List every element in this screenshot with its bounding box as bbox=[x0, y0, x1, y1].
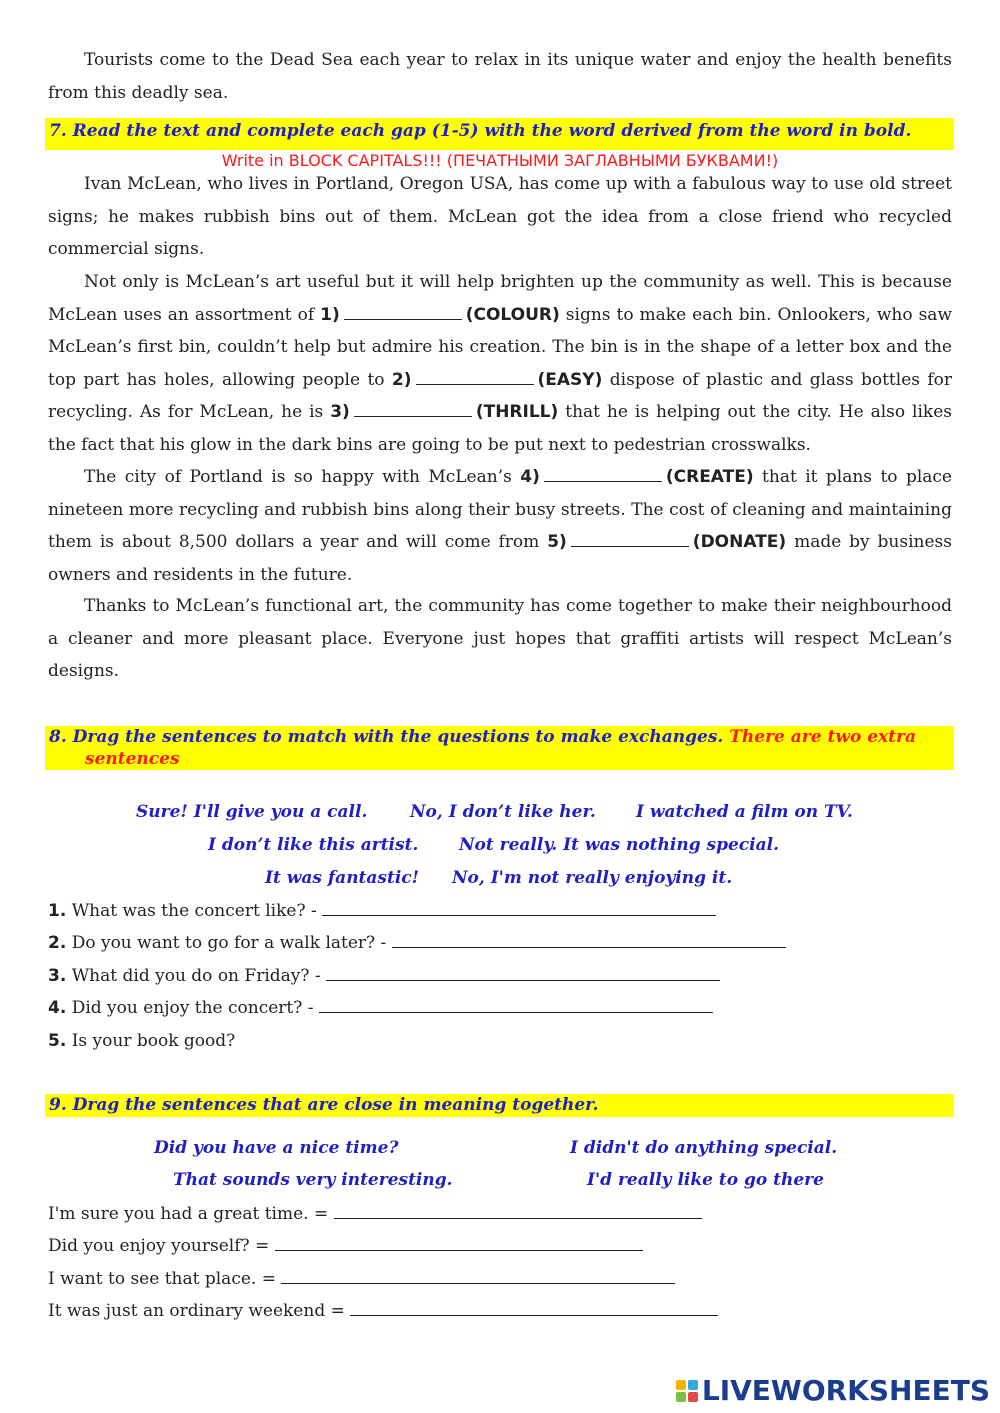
task9-option-3[interactable]: That sounds very interesting. bbox=[173, 1170, 453, 1190]
task8-option-6[interactable]: It was fantastic! bbox=[265, 868, 420, 888]
task7-subtitle: Write in BLOCK CAPITALS!!! (ПЕЧАТНЫМИ ЗАГЛАВНЫМИ БУКВАМИ!) bbox=[221, 151, 779, 170]
p2-text-a: Not only is McLean’s art useful but it will help brighten up the community as well. This is because McLean uses an assortment of bbox=[48, 272, 952, 325]
task8-title-warning: There are two extra bbox=[729, 727, 916, 747]
task7-title bbox=[45, 118, 954, 150]
task7-paragraph-3 bbox=[48, 461, 952, 591]
task8-question-4 bbox=[48, 997, 713, 1019]
task7-paragraph-2 bbox=[48, 266, 952, 461]
task8-question-5 bbox=[48, 1030, 235, 1052]
task7-paragraph-4: Thanks to McLean’s functional art, the community has come together to make their neighbourhood a cleaner and more pleasant place. Everyone just hopes that graffiti artists will respect McLean’s designs. bbox=[48, 596, 952, 681]
question-text: Do you want to go for a walk later? - bbox=[71, 933, 387, 953]
task8-option-7[interactable]: No, I'm not really enjoying it. bbox=[452, 868, 733, 888]
gap-5-input[interactable] bbox=[571, 532, 689, 547]
task8-title-text: 8. Drag the sentences to match with the questions to make exchanges. bbox=[49, 727, 724, 747]
task8-option-3[interactable]: I watched a film on TV. bbox=[636, 802, 853, 822]
p2-text-c: dispose of plastic and glass bottles for recycling. As for McLean, he is bbox=[48, 369, 953, 422]
task9-line-4 bbox=[48, 1300, 718, 1322]
answer-drop-zone[interactable] bbox=[326, 965, 720, 981]
intro-paragraph: Tourists come to the Dead Sea each year to relax in its unique water and enjoy the health benefits from this deadly sea. bbox=[48, 50, 952, 103]
question-number: 5. bbox=[48, 1031, 67, 1051]
gap-2-number: 2) bbox=[391, 369, 412, 390]
question-number: 2. bbox=[48, 933, 67, 953]
answer-drop-zone[interactable] bbox=[275, 1235, 643, 1251]
task8-option-4[interactable]: I don’t like this artist. bbox=[208, 835, 419, 855]
gap-4-number: 4) bbox=[520, 467, 540, 487]
task8-option-5[interactable]: Not really. It was nothing special. bbox=[459, 835, 779, 855]
answer-drop-zone[interactable] bbox=[334, 1203, 702, 1219]
task9-option-1[interactable]: Did you have a nice time? bbox=[154, 1138, 399, 1158]
task8-title-warning-cont: sentences bbox=[85, 749, 180, 769]
answer-drop-zone[interactable] bbox=[322, 900, 716, 916]
task7-paragraph-1: Ivan McLean, who lives in Portland, Oregon USA, has come up with a fabulous way to use old street signs; he makes rubbish bins out of them. McLean got the idea from a close friend who recycled commercial signs. bbox=[48, 174, 952, 259]
task8-question-2 bbox=[48, 932, 786, 954]
p3-text-a: The city of Portland is so happy with McLean’s bbox=[84, 467, 512, 487]
question-text: What did you do on Friday? - bbox=[71, 966, 321, 986]
answer-drop-zone[interactable] bbox=[392, 932, 786, 948]
gap-5-number: 5) bbox=[547, 532, 567, 552]
question-text: What was the concert like? - bbox=[71, 901, 317, 921]
task8-option-2[interactable]: No, I don’t like her. bbox=[410, 802, 596, 822]
answer-drop-zone[interactable] bbox=[319, 997, 713, 1013]
task9-title bbox=[45, 1094, 954, 1117]
question-text: Is your book good? bbox=[71, 1031, 236, 1051]
question-text: Did you enjoy the concert? - bbox=[71, 998, 314, 1018]
gap-3-word: (THRILL) bbox=[475, 402, 559, 422]
gap-3-number: 3) bbox=[330, 402, 350, 422]
task7-title-text: 7. Read the text and complete each gap (1-5) with the word derived from the word in bold. bbox=[49, 121, 912, 141]
gap-1-word: (COLOUR) bbox=[465, 304, 560, 325]
line-text: It was just an ordinary weekend = bbox=[48, 1301, 345, 1321]
line-text: Did you enjoy yourself? = bbox=[48, 1236, 270, 1256]
gap-4-input[interactable] bbox=[544, 467, 662, 482]
p3-text-c: made by business owners and residents in the future. bbox=[48, 532, 952, 585]
gap-4-word: (CREATE) bbox=[665, 467, 754, 487]
gap-2-word: (EASY) bbox=[537, 369, 603, 390]
question-number: 3. bbox=[48, 966, 67, 986]
answer-drop-zone[interactable] bbox=[350, 1300, 718, 1316]
task8-title bbox=[45, 726, 954, 770]
gap-1-input[interactable] bbox=[344, 305, 462, 320]
gap-5-word: (DONATE) bbox=[692, 532, 787, 552]
question-number: 4. bbox=[48, 998, 67, 1018]
task9-line-1 bbox=[48, 1203, 702, 1225]
task8-option-1[interactable]: Sure! I'll give you a call. bbox=[136, 802, 368, 822]
p3-text-b: that it plans to place nineteen more recycling and rubbish bins along their busy streets. The cost of cleaning and maintaining them is about 8,500 dollars a year and will come from bbox=[48, 467, 952, 552]
task8-question-3 bbox=[48, 965, 720, 987]
gap-1-number: 1) bbox=[320, 304, 340, 325]
task9-option-4[interactable]: I'd really like to go there bbox=[587, 1170, 824, 1190]
task9-option-2[interactable]: I didn't do anything special. bbox=[570, 1138, 838, 1158]
line-text: I'm sure you had a great time. = bbox=[48, 1204, 329, 1224]
logo-text: LIVEWORKSHEETS bbox=[701, 1374, 990, 1407]
task9-title-text: 9. Drag the sentences that are close in meaning together. bbox=[49, 1095, 599, 1115]
task9-line-3 bbox=[48, 1268, 675, 1290]
answer-drop-zone[interactable] bbox=[281, 1268, 675, 1284]
line-text: I want to see that place. = bbox=[48, 1269, 276, 1289]
task9-line-2 bbox=[48, 1235, 643, 1257]
liveworksheets-logo-icon bbox=[676, 1380, 698, 1402]
task8-question-1 bbox=[48, 900, 716, 922]
liveworksheets-logo[interactable] bbox=[676, 1374, 990, 1407]
question-number: 1. bbox=[48, 901, 67, 921]
p2-text-d: that he is helping out the city. He also likes the fact that his glow in the dark bins are going to be put next to pedestrian crosswalks. bbox=[48, 402, 953, 455]
p2-text-b: signs to make each bin. Onlookers, who saw McLean’s first bin, couldn’t help but admire his creation. The bin is in the shape of a letter box and the top part has holes, allowing people to bbox=[48, 304, 952, 390]
gap-3-input[interactable] bbox=[354, 402, 472, 417]
gap-2-input[interactable] bbox=[416, 370, 534, 385]
